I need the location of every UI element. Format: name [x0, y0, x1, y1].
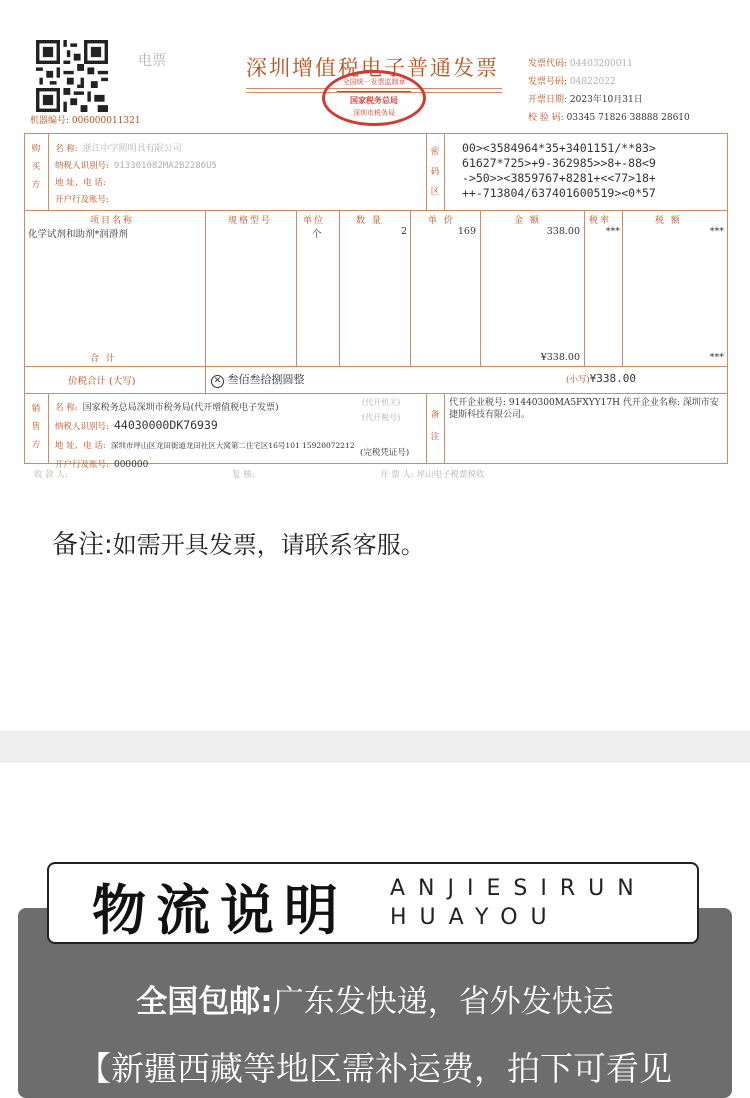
cipher-line: 00><3584964*35+3401151/**83> — [462, 141, 656, 155]
invoice-meta — [528, 55, 690, 127]
row-item: 化学试剂和助剂*润滑剂 — [28, 229, 128, 240]
cipher-line: ++-713804/637401600519><0*57 — [462, 186, 656, 200]
note-text: 如需开具发票，请联系客服。 — [112, 531, 425, 559]
cipher-line: 61627*725>+9-362985>>8+-88<9 — [462, 156, 656, 170]
invoice-date-value: 2023年10月31日 — [569, 95, 643, 105]
seller-bank-value: 000000 — [113, 460, 149, 470]
header-amount: 金 额 — [514, 216, 541, 226]
total-upper — [211, 371, 305, 388]
official-stamp — [322, 70, 426, 126]
cipher-block — [462, 141, 656, 201]
invoice-code-label: 发票代码: — [528, 59, 568, 69]
seller-side-label: 销售方 — [31, 404, 41, 450]
seller-bank-label: 开户行及账号: — [55, 460, 109, 470]
remark-text: 代开企业税号: 91440300MA5FXYY17H 代开企业名称: 深圳市安捷斯科技有限公司。 — [449, 398, 719, 420]
buyer-tax-value: 913301082MA2B2286U5 — [113, 161, 217, 171]
check-code-label: 校 验 码: — [528, 113, 564, 123]
seller-tag-2: (代开税号) — [362, 413, 401, 422]
seller-info — [55, 397, 423, 473]
total-upper-value: 叁佰叁拾捌圆整 — [227, 373, 305, 386]
logistics-en-line-2: HUAYOU — [390, 905, 560, 930]
buyer-side-label: 购买方 — [31, 144, 41, 190]
section-divider — [0, 731, 750, 763]
header-unit: 单位 — [303, 216, 326, 226]
buyer-address-label: 地 址、电 话: — [55, 178, 106, 188]
shipping-free-text: 广东发快递，省外发快运 — [272, 984, 614, 1020]
buyer-bank-label: 开户行及账号: — [55, 195, 109, 205]
seller-name-value: 国家税务总局深圳市税务局(代开增值税电子发票) — [82, 403, 279, 413]
total-lower-label: (小写) — [566, 375, 590, 385]
row-unit: 个 — [312, 229, 322, 240]
header-item: 项目名称 — [90, 216, 135, 226]
buyer-name-value: 浙江中字照明具有限公司 — [82, 144, 182, 154]
cipher-side-label: 密码区 — [430, 147, 440, 197]
header-tax: 税 额 — [655, 216, 682, 226]
stamp-middle-text: 国家税务总局 — [350, 95, 398, 105]
seller-address-value: 深圳市坪山区龙田街道龙田社区大窝第二住宅区16号101 15920072212 — [110, 441, 355, 450]
sum-amount: ¥338.00 — [540, 352, 580, 363]
invoice-number-label: 发票号码: — [528, 77, 568, 87]
cross-circle-icon: ✕ — [211, 375, 224, 388]
total-label: 价税合计 (大写) — [68, 376, 136, 387]
buyer-info — [55, 139, 217, 207]
buyer-name-label: 名 称: — [55, 144, 78, 154]
invoice-note — [52, 524, 425, 561]
invoice-title: 深圳增值税电子普通发票 — [246, 56, 499, 80]
sum-tax: *** — [709, 352, 724, 363]
header-price: 单 价 — [428, 216, 455, 226]
header-spec: 规格型号 — [228, 216, 273, 226]
invoice-number-value: 04822022 — [569, 77, 616, 87]
cipher-line: ->50>><3859767+8281+<<77>18+ — [462, 171, 656, 185]
remark-side-label: 备注 — [430, 410, 440, 442]
seller-tax-value: 44030000DK76939 — [113, 418, 218, 432]
seller-tag-3: (完税凭证号) — [360, 448, 410, 458]
row-amount: 338.00 — [546, 226, 580, 237]
invoice-date-label: 开票日期: — [528, 95, 568, 105]
seller-tax-label: 纳税人识别号: — [55, 422, 109, 432]
header-rate: 税率 — [589, 216, 612, 226]
row-tax: *** — [709, 226, 724, 237]
footer-drawer: 开 票 人: 坪山电子税票税收 — [380, 470, 485, 480]
row-qty: 2 — [400, 226, 407, 237]
footer-payee: 收 款 人: — [34, 470, 68, 480]
total-lower — [566, 372, 636, 385]
shipping-line-1 — [0, 976, 750, 1021]
header-qty: 数 量 — [356, 216, 383, 226]
shipping-line-2: 【新疆西藏等地区需补运费，拍下可看见 — [78, 1049, 672, 1088]
logistics-title: 物流说明 — [92, 879, 348, 942]
total-lower-value: ¥338.00 — [589, 372, 636, 385]
machine-number: 机器编号: 006000011321 — [30, 116, 141, 126]
seller-address-label: 地 址、电 话: — [55, 441, 106, 451]
qr-code-icon — [36, 40, 108, 112]
sum-label: 合 计 — [90, 354, 117, 364]
buyer-tax-label: 纳税人识别号: — [55, 161, 109, 171]
row-price: 169 — [457, 226, 476, 237]
footer-reviewer: 复 核: — [232, 470, 255, 480]
e-invoice-watermark: 电票 — [138, 53, 166, 69]
check-code-value: 03345 71826 38888 28610 — [566, 113, 690, 123]
note-label: 备注: — [52, 530, 113, 560]
stamp-top-text: 全国统一发票监制章 — [342, 78, 406, 86]
seller-tag-1: (代开机关) — [362, 398, 401, 407]
invoice-code-value: 04403200011 — [569, 59, 633, 69]
seller-name-label: 名 称: — [55, 403, 78, 413]
logistics-en-line-1: ANJIESIRUN — [390, 876, 647, 901]
row-rate: *** — [605, 226, 620, 237]
stamp-bottom-text: 深圳市税务局 — [353, 109, 395, 117]
shipping-free-label: 全国包邮: — [136, 984, 273, 1020]
